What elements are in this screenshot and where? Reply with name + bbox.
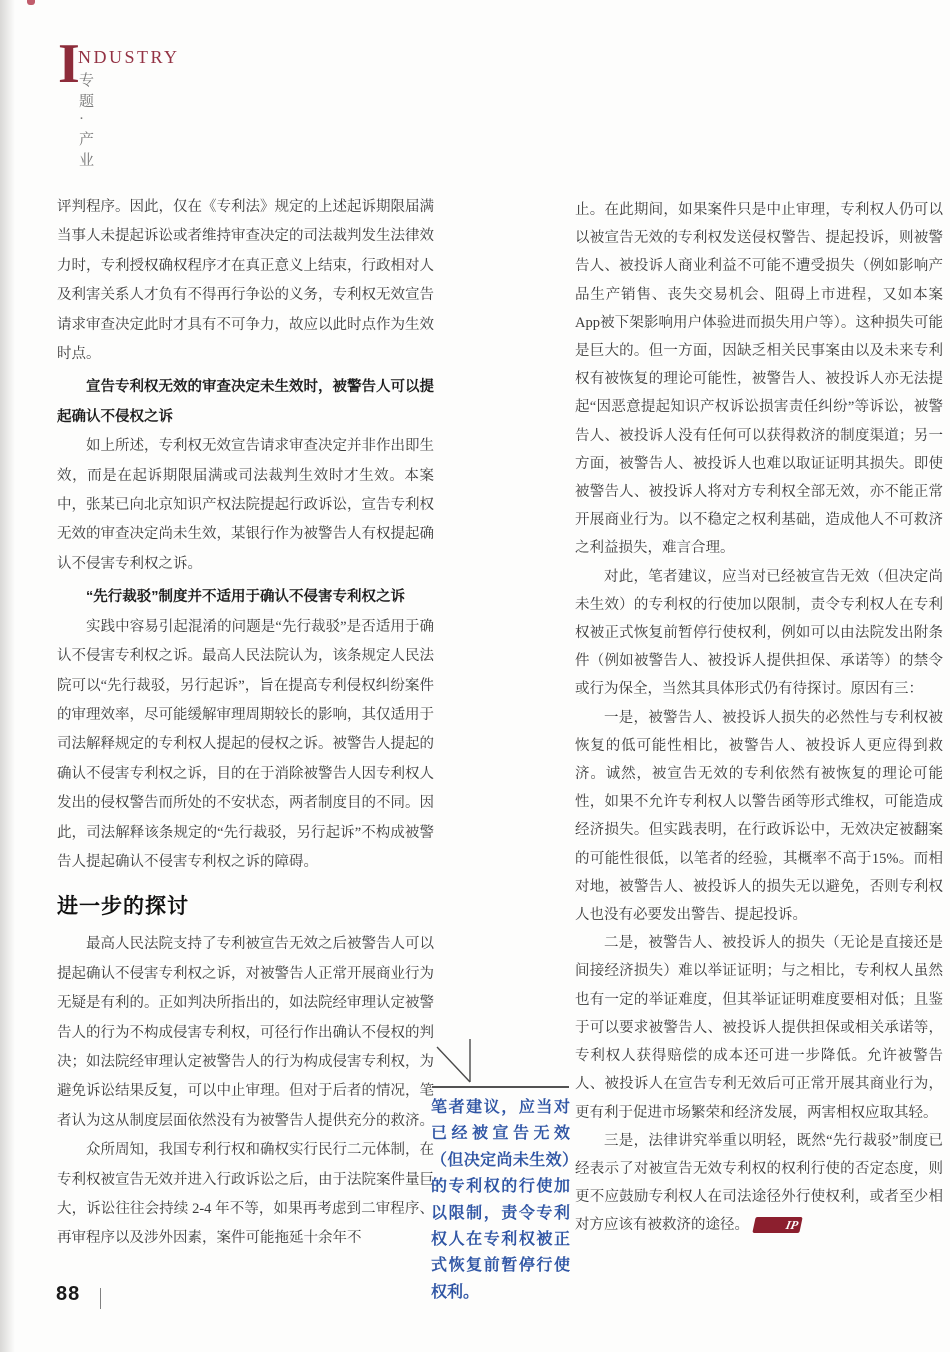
paragraph-last bbox=[575, 1127, 943, 1240]
industry-wordmark: NDUSTRY bbox=[78, 47, 180, 67]
paragraph: 二是，被警告人、被投诉人的损失（无论是直接还是间接经济损失）难以举证证明；与之相比，专利权人虽然也有一定的举证难度，但其举证证明难度要相对低；且鉴于可以要求被警告人、被投诉人提供担保或相关承诺等，专利权人获得赔偿的成本还可进一步降低。允许被警告人、被投诉人在宣告专利无效后可正常开展其商业行为，更有利于促进市场繁荣和经济发展，两害相权应取其轻。 bbox=[575, 935, 943, 1121]
paragraph: 实践中容易引起混淆的问题是“先行裁驳”是否适用于确认不侵害专利权之诉。最高人民法院认为，该条规定人民法院可以“先行裁驳，另行起诉”，旨在提高专利侵权纠纷案件的审理效率，尽可能缓解审理周期较长的影响，其仅适用于司法解释规定的专利权人提起的侵权之诉。被警告人提起的确认不侵害专利权之诉，目的在于消除被警告人因专利权人发出的侵权警告而所处的不安状态，两者制度目的不同。因此，司法解释该条规定的“先行裁驳，另行起诉”不构成被警告人提起确认不侵害专利权之诉的障碍。 bbox=[57, 618, 434, 870]
scan-artifact bbox=[27, 0, 35, 5]
paragraph: 对此，笔者建议，应当对已经被宣告无效（但决定尚未生效）的专利权的行使加以限制，责令专利权人在专利权被正式恢复前暂停行使权利，例如可以由法院发出附条件（例如被警告人、被投诉人提供担保、承诺等）的禁令或行为保全，当然其具体形式仍有待探讨。原因有三： bbox=[575, 568, 943, 698]
subheading-decision-not-effective: 宣告专利权无效的审查决定未生效时，被警告人可以提起确认不侵权之诉 bbox=[57, 379, 434, 425]
paragraph: 众所周知，我国专利行权和确权实行民行二元体制，在专利权被宣告无效并进入行政诉讼之后，由于法院案件量巨大，诉讼往往会持续 2-4 年不等，如果再考虑到二审程序、再审程序以及涉外因素，案件可能拖延十余年不 bbox=[57, 1142, 434, 1247]
industry-drop-cap: I bbox=[58, 33, 80, 95]
page-number: 88 bbox=[56, 1283, 81, 1305]
paragraph-text: 三是，法律讲究举重以明轻，既然“先行裁驳”制度已经表示了对被宣告无效专利权的权利行使的否定态度，则更不应鼓励专利权人在司法途径外行使权利，或者至少相对方应该有被救济的途径。 bbox=[575, 1132, 943, 1234]
pull-quote-text: 笔者建议，应当对已经被宣告无效（但决定尚未生效）的专利权的行使加以限制，责令专利权人在专利权被正式恢复前暂停行使权利。 bbox=[431, 1099, 570, 1301]
paragraph-continued: 评判程序。因此，仅在《专利法》规定的上述起诉期限届满当事人未提起诉讼或者维持审查决定的司法裁判发生法律效力时，专利授权确权程序才在真正意义上结束，行政相对人及利害关系人才负有不得再行争讼的义务，专利权无效宣告请求审查决定此时才具有不可争力，故应以此时点作为生效时点。 bbox=[57, 199, 434, 363]
right-column bbox=[575, 196, 943, 1240]
paragraph-continued: 止。在此期间，如果案件只是中止审理，专利权人仍可以以被宣告无效的专利权发送侵权警告、提起投诉，则被警告人、被投诉人商业利益不可能不遭受损失（例如影响产品生产销售、丧失交易机会、阻碍上市进程，又如本案App被下架影响用户体验进而损失用户等）。这种损失可能是巨大的。但一方面，因缺乏相关民事案由以及未来专利权有被恢复的理论可能性，被警告人、被投诉人亦无法提起“因恶意提起知识产权诉讼损害责任纠纷”等诉讼，被警告人、被投诉人没有任何可以获得救济的制度渠道；另一方面，被警告人、被投诉人也难以取证证明其损失。即使被警告人、被投诉人将对方专利权全部无效，亦不能正常开展商业行为。以不稳定之权利基础，造成他人不可救济之利益损失，难言合理。 bbox=[575, 202, 943, 557]
left-column bbox=[57, 193, 434, 1254]
scan-edge-shadow bbox=[0, 0, 15, 1352]
article-end-mark: IP bbox=[752, 1217, 802, 1233]
paragraph: 一是，被警告人、被投诉人损失的必然性与专利权被恢复的低可能性相比，被警告人、被投诉人更应得到救济。诚然，被宣告无效的专利依然有被恢复的理论可能性，如果不允许专利权人以警告函等形式维权，可能造成经济损失。但实践表明，在行政诉讼中，无效决定被翻案的可能性很低，以笔者的经验，其概率不高于15%。而相对地，被警告人、被投诉人的损失无以避免，否则专利权人也没有必要发出警告、提起投诉。 bbox=[575, 709, 943, 924]
paragraph: 如上所述，专利权无效宣告请求审查决定并非作出即生效，而是在起诉期限届满或司法裁判生效时才生效。本案中，张某已向北京知识产权法院提起行政诉讼，宣告专利权无效的审查决定尚未生效，某银行作为被警告人有权提起确认不侵害专利权之诉。 bbox=[57, 438, 434, 572]
section-subtitle: 专题 · 产业 bbox=[79, 73, 98, 169]
corner-arrow-decoration bbox=[431, 1033, 570, 1089]
footer-divider bbox=[100, 1288, 101, 1309]
subheading-prior-dismissal: “先行裁驳”制度并不适用于确认不侵害专利权之诉 bbox=[86, 589, 405, 606]
section-heading-further-discussion: 进一步的探讨 bbox=[57, 895, 189, 919]
pull-quote bbox=[431, 1033, 570, 1306]
paragraph: 最高人民法院支持了专利被宣告无效之后被警告人可以提起确认不侵害专利权之诉，对被警告人正常开展商业行为无疑是有利的。正如判决所指出的，如法院经审理认定被警告人的行为不构成侵害专利权，可径行作出确认不侵权的判决；如法院经审理认定被警告人的行为构成侵害专利权，为避免诉讼结果反复，可以中止审理。但对于后者的情况，笔者认为这从制度层面依然没有为被警告人提供充分的救济。 bbox=[57, 936, 434, 1129]
